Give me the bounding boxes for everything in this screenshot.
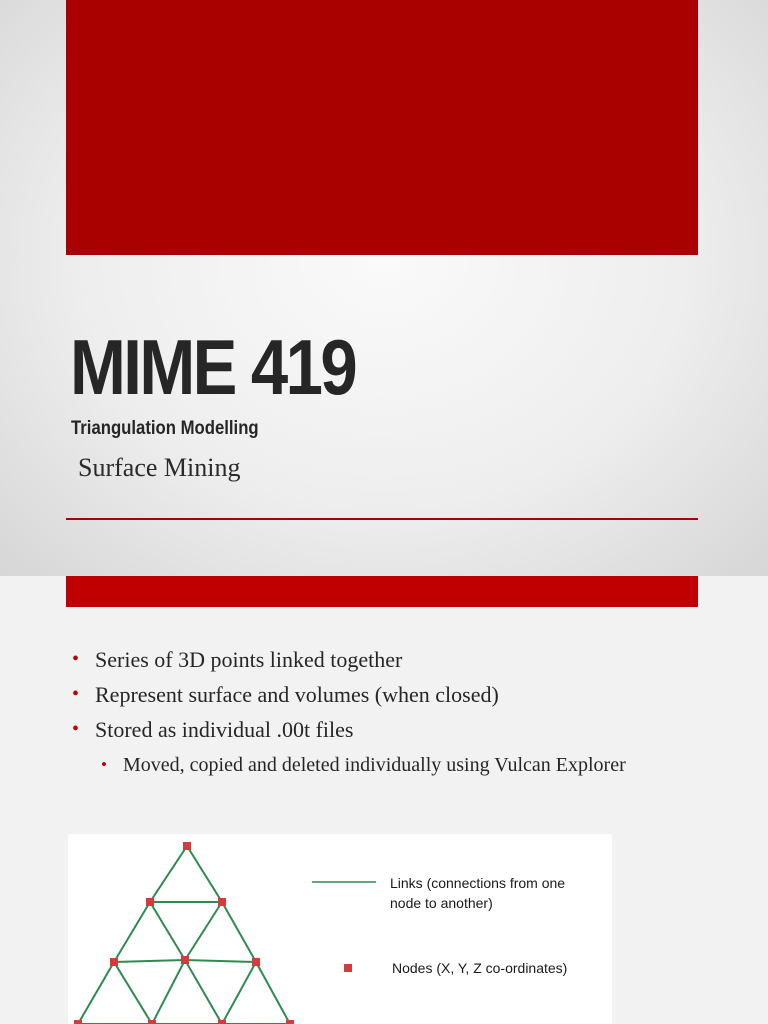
node-marker [218, 1020, 226, 1024]
link-line [150, 902, 185, 960]
bullet-list [72, 642, 692, 779]
slide-subtitle-course: Surface Mining [78, 453, 241, 482]
link-line [185, 960, 256, 962]
node-marker [181, 956, 189, 964]
link-line [256, 962, 290, 1024]
link-line [185, 960, 222, 1024]
link-line [150, 846, 187, 902]
node-marker [183, 842, 191, 850]
link-line [187, 846, 222, 902]
node-marker [74, 1020, 82, 1024]
red-header-band [66, 576, 698, 607]
link-line [222, 902, 256, 962]
sub-bullet-item: • Moved, copied and deleted individually using Vulcan Explorer [97, 747, 692, 779]
nodes-group [74, 842, 294, 1024]
bullet-item-text: Stored as individual .00t files [95, 717, 354, 742]
legend-node-marker [344, 964, 352, 972]
triangulation-figure [68, 834, 612, 1024]
link-line [114, 902, 150, 962]
triangulation-diagram [68, 834, 612, 1024]
legend-nodes-label: Nodes (X, Y, Z co-ordinates) [392, 960, 568, 976]
sub-bullet-list [95, 747, 692, 779]
link-line [185, 902, 222, 960]
node-marker [110, 958, 118, 966]
link-line [114, 960, 185, 962]
link-line [78, 962, 114, 1024]
link-line [114, 962, 152, 1024]
bullet-item: • Series of 3D points linked together [72, 642, 692, 677]
slide-title: MIME 419 [70, 323, 356, 411]
legend-links-label-line2: node to another) [390, 895, 493, 911]
title-divider [66, 518, 698, 520]
slide-subtitle: Triangulation Modelling [71, 418, 259, 439]
bullet-item: • Represent surface and volumes (when closed) [72, 677, 692, 712]
red-header-block [66, 0, 698, 255]
bullet-item [72, 712, 692, 779]
node-marker [218, 898, 226, 906]
legend-links-label-line1: Links (connections from one [390, 875, 566, 891]
links-group [78, 846, 290, 1024]
node-marker [286, 1020, 294, 1024]
node-marker [146, 898, 154, 906]
node-marker [252, 958, 260, 966]
node-marker [148, 1020, 156, 1024]
content-slide [0, 576, 768, 1024]
link-line [222, 962, 256, 1024]
link-line [152, 960, 185, 1024]
